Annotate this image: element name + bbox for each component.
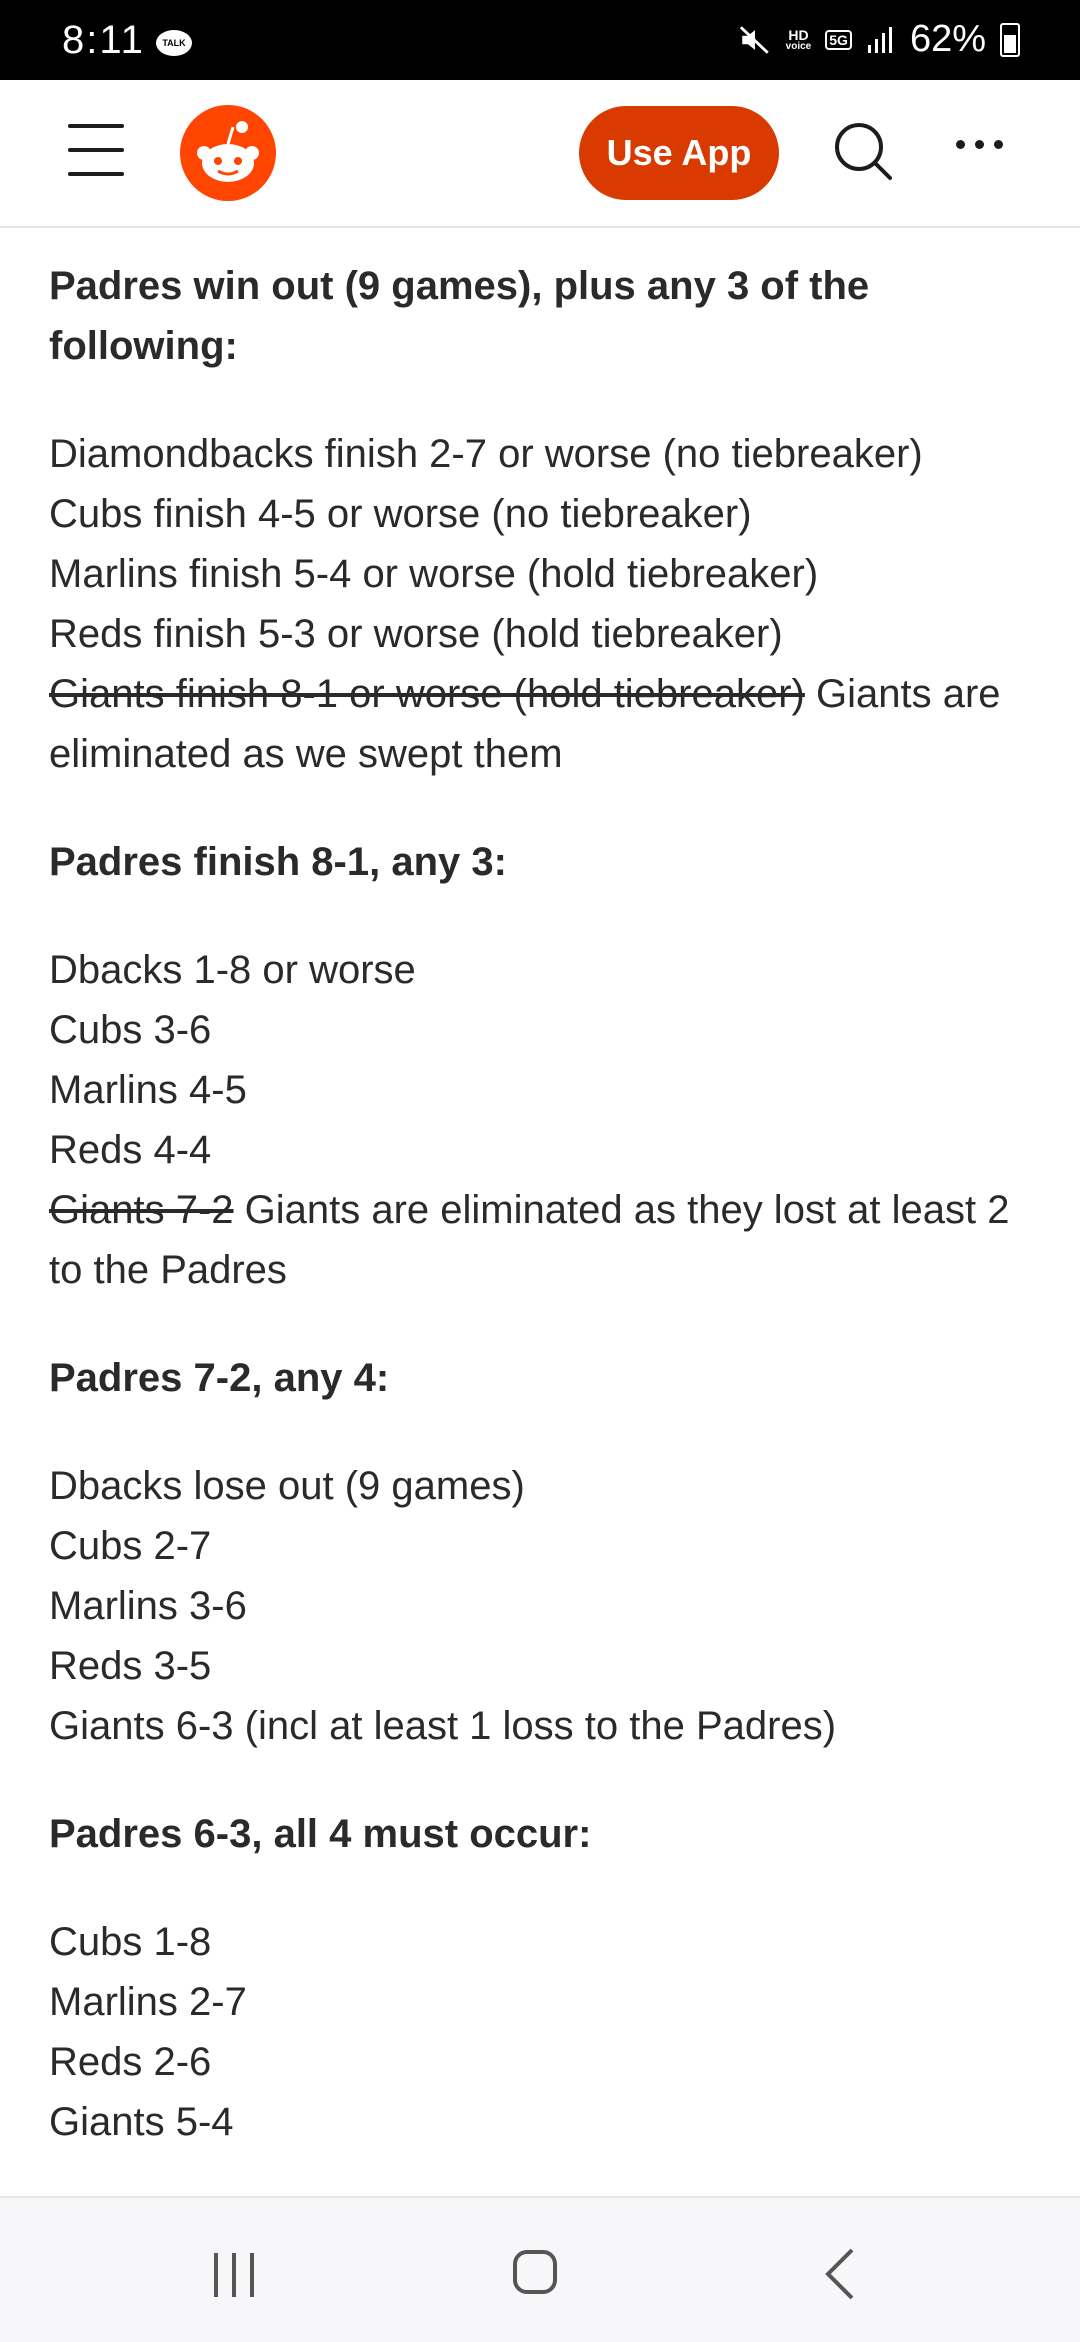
section bbox=[49, 1348, 1039, 1756]
back-icon[interactable] bbox=[820, 2246, 860, 2302]
recents-icon[interactable] bbox=[214, 2253, 260, 2297]
condition-line: Cubs finish 4-5 or worse (no tiebreaker) bbox=[49, 492, 752, 536]
condition-list bbox=[49, 1912, 1039, 2152]
mute-icon bbox=[738, 23, 772, 57]
use-app-button[interactable]: Use App bbox=[579, 106, 779, 200]
status-icons bbox=[738, 18, 1020, 61]
condition-line: Reds 4-4 bbox=[49, 1128, 212, 1172]
condition-line: Giants finish 8-1 or worse (hold tiebreaker) Giants are eliminated as we swept them bbox=[49, 672, 1001, 776]
condition-line: Dbacks 1-8 or worse bbox=[49, 948, 416, 992]
section-heading: Padres 6-3, all 4 must occur: bbox=[49, 1812, 592, 1856]
more-icon[interactable] bbox=[956, 140, 1016, 160]
struck-text: Giants finish 8-1 or worse (hold tiebreaker) bbox=[49, 672, 805, 716]
home-icon[interactable] bbox=[513, 2250, 557, 2294]
hamburger-icon[interactable] bbox=[68, 124, 124, 174]
section bbox=[49, 256, 1039, 784]
condition-line: Marlins finish 5-4 or worse (hold tiebreaker) bbox=[49, 552, 819, 596]
condition-line: Marlins 4-5 bbox=[49, 1068, 247, 1112]
condition-line: Cubs 2-7 bbox=[49, 1524, 212, 1568]
signal-icon bbox=[866, 25, 896, 55]
condition-line: Marlins 2-7 bbox=[49, 1980, 247, 2024]
condition-line: Cubs 3-6 bbox=[49, 1008, 212, 1052]
talk-badge: TALK bbox=[156, 30, 192, 56]
reddit-logo[interactable] bbox=[180, 105, 276, 201]
struck-text: Giants 7-2 bbox=[49, 1188, 234, 1232]
section-heading: Padres 7-2, any 4: bbox=[49, 1356, 390, 1400]
condition-line: Reds 2-6 bbox=[49, 2040, 212, 2084]
section bbox=[49, 832, 1039, 1300]
network-5g: 5G bbox=[825, 30, 852, 50]
search-icon[interactable] bbox=[830, 118, 896, 184]
section bbox=[49, 1804, 1039, 2152]
system-nav-bar bbox=[0, 2196, 1080, 2342]
condition-list bbox=[49, 940, 1039, 1300]
condition-list bbox=[49, 424, 1039, 784]
status-bar bbox=[0, 0, 1080, 80]
condition-list bbox=[49, 1456, 1039, 1756]
condition-line: Marlins 3-6 bbox=[49, 1584, 247, 1628]
condition-line: Cubs 1-8 bbox=[49, 1920, 212, 1964]
post-body bbox=[49, 226, 1039, 2200]
hd-voice-icon: HD voice bbox=[785, 26, 812, 52]
section-heading: Padres finish 8-1, any 3: bbox=[49, 840, 507, 884]
app-header bbox=[0, 80, 1080, 228]
condition-line: Giants 6-3 (incl at least 1 loss to the Padres) bbox=[49, 1704, 837, 1748]
section-heading: Padres win out (9 games), plus any 3 of the following: bbox=[49, 264, 870, 368]
condition-line: Dbacks lose out (9 games) bbox=[49, 1464, 525, 1508]
condition-line: Giants 5-4 bbox=[49, 2100, 234, 2144]
condition-line: Diamondbacks finish 2-7 or worse (no tiebreaker) bbox=[49, 432, 923, 476]
battery-percent: 62% bbox=[909, 18, 986, 60]
condition-line: Reds 3-5 bbox=[49, 1644, 212, 1688]
status-time: 8:11 bbox=[62, 18, 145, 62]
condition-line: Giants 7-2 Giants are eliminated as they lost at least 2 to the Padres bbox=[49, 1188, 1010, 1292]
battery-icon bbox=[1000, 23, 1020, 57]
condition-line: Reds finish 5-3 or worse (hold tiebreaker) bbox=[49, 612, 783, 656]
